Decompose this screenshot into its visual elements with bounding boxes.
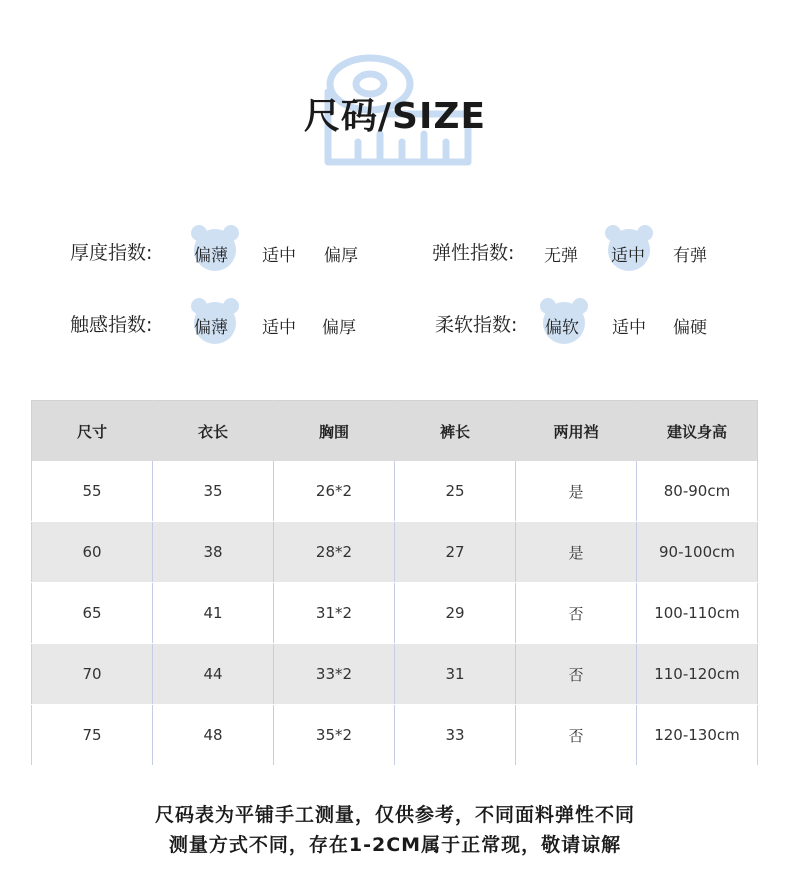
column-header: 两用裆 bbox=[516, 401, 637, 462]
table-cell: 75 bbox=[32, 705, 153, 766]
size-table bbox=[31, 400, 758, 766]
table-cell: 90-100cm bbox=[637, 522, 758, 583]
table-cell: 是 bbox=[516, 461, 637, 522]
table-cell: 33 bbox=[395, 705, 516, 766]
table-cell: 否 bbox=[516, 705, 637, 766]
index-label: 触感指数: bbox=[70, 314, 153, 336]
table-cell: 35 bbox=[153, 461, 274, 522]
table-cell: 38 bbox=[153, 522, 274, 583]
index-option: 适中 bbox=[612, 318, 646, 338]
index-option: 偏厚 bbox=[324, 246, 358, 266]
table-cell: 65 bbox=[32, 583, 153, 644]
table-cell: 31 bbox=[395, 644, 516, 705]
table-cell: 26*2 bbox=[274, 461, 395, 522]
footer-line: 尺码表为平铺手工测量，仅供参考，不同面料弹性不同 bbox=[154, 804, 635, 826]
index-label: 厚度指数: bbox=[70, 242, 153, 264]
table-cell: 55 bbox=[32, 461, 153, 522]
index-option: 偏薄 bbox=[194, 246, 228, 266]
index-option: 适中 bbox=[262, 318, 296, 338]
table-row bbox=[32, 705, 758, 766]
table-cell: 80-90cm bbox=[637, 461, 758, 522]
table-cell: 28*2 bbox=[274, 522, 395, 583]
table-cell: 29 bbox=[395, 583, 516, 644]
page-title: 尺码/SIZE bbox=[303, 96, 487, 137]
table-cell: 27 bbox=[395, 522, 516, 583]
column-header: 裤长 bbox=[395, 401, 516, 462]
table-cell: 否 bbox=[516, 583, 637, 644]
table-cell: 33*2 bbox=[274, 644, 395, 705]
index-option: 偏厚 bbox=[322, 318, 356, 338]
index-option: 适中 bbox=[262, 246, 296, 266]
table-cell: 31*2 bbox=[274, 583, 395, 644]
table-cell: 100-110cm bbox=[637, 583, 758, 644]
table-row bbox=[32, 583, 758, 644]
footer-note bbox=[0, 800, 790, 860]
table-row bbox=[32, 522, 758, 583]
table-cell: 是 bbox=[516, 522, 637, 583]
column-header: 建议身高 bbox=[637, 401, 758, 462]
footer-line: 测量方式不同，存在1-2CM属于正常现，敬请谅解 bbox=[168, 834, 622, 856]
index-option: 偏薄 bbox=[194, 318, 228, 338]
table-header-row bbox=[32, 401, 758, 462]
index-option: 适中 bbox=[611, 246, 645, 266]
column-header: 衣长 bbox=[153, 401, 274, 462]
index-option: 偏硬 bbox=[673, 318, 707, 338]
table-cell: 48 bbox=[153, 705, 274, 766]
column-header: 尺寸 bbox=[32, 401, 153, 462]
table-cell: 60 bbox=[32, 522, 153, 583]
table-row bbox=[32, 644, 758, 705]
table-cell: 120-130cm bbox=[637, 705, 758, 766]
table-cell: 110-120cm bbox=[637, 644, 758, 705]
index-option: 无弹 bbox=[544, 246, 578, 266]
table-cell: 70 bbox=[32, 644, 153, 705]
table-row bbox=[32, 461, 758, 522]
table-cell: 44 bbox=[153, 644, 274, 705]
index-option: 有弹 bbox=[673, 246, 707, 266]
index-option: 偏软 bbox=[545, 318, 579, 338]
table-cell: 41 bbox=[153, 583, 274, 644]
index-label: 柔软指数: bbox=[435, 314, 518, 336]
header bbox=[0, 40, 790, 180]
index-label: 弹性指数: bbox=[432, 242, 515, 264]
table-cell: 否 bbox=[516, 644, 637, 705]
table-cell: 35*2 bbox=[274, 705, 395, 766]
column-header: 胸围 bbox=[274, 401, 395, 462]
table-cell: 25 bbox=[395, 461, 516, 522]
